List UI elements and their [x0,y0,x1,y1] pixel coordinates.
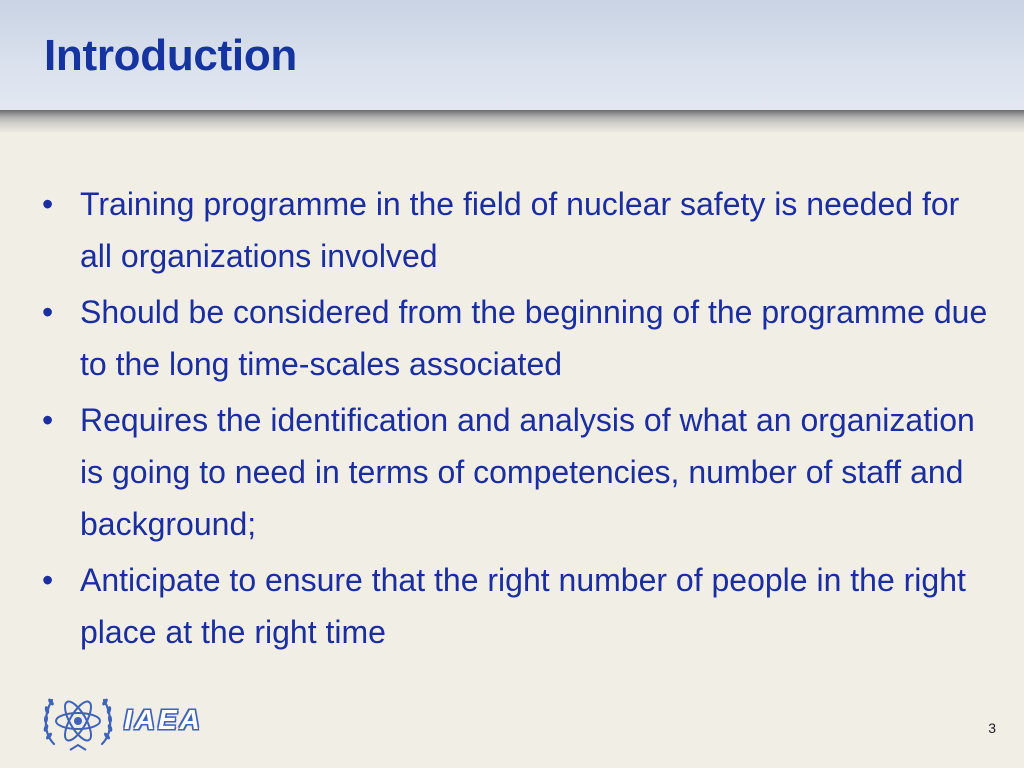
iaea-wordmark: IAEA [124,704,203,735]
bullet-marker: • [42,402,54,438]
bullet-text: Requires the identification and analysis of what an organization is going to need in terms of competencies, number of staff and background; [80,402,975,542]
header-divider [0,110,1024,132]
bullet-item [40,554,1000,658]
bullet-item [40,286,1000,390]
page-number: 3 [988,720,996,736]
bullet-item [40,178,1000,282]
slide-title: Introduction [44,31,298,80]
bullet-text: Training programme in the field of nuclear safety is needed for all organizations involved [80,186,960,274]
bullet-text: Should be considered from the beginning of the programme due to the long time-scales associated [80,294,988,382]
bullet-item [40,394,1000,550]
bullet-marker: • [42,562,54,598]
bullet-list [40,178,1000,662]
bullet-marker: • [42,294,54,330]
iaea-logo-icon [40,688,116,754]
bullet-marker: • [42,186,54,222]
bullet-text: Anticipate to ensure that the right number of people in the right place at the right time [80,562,966,650]
